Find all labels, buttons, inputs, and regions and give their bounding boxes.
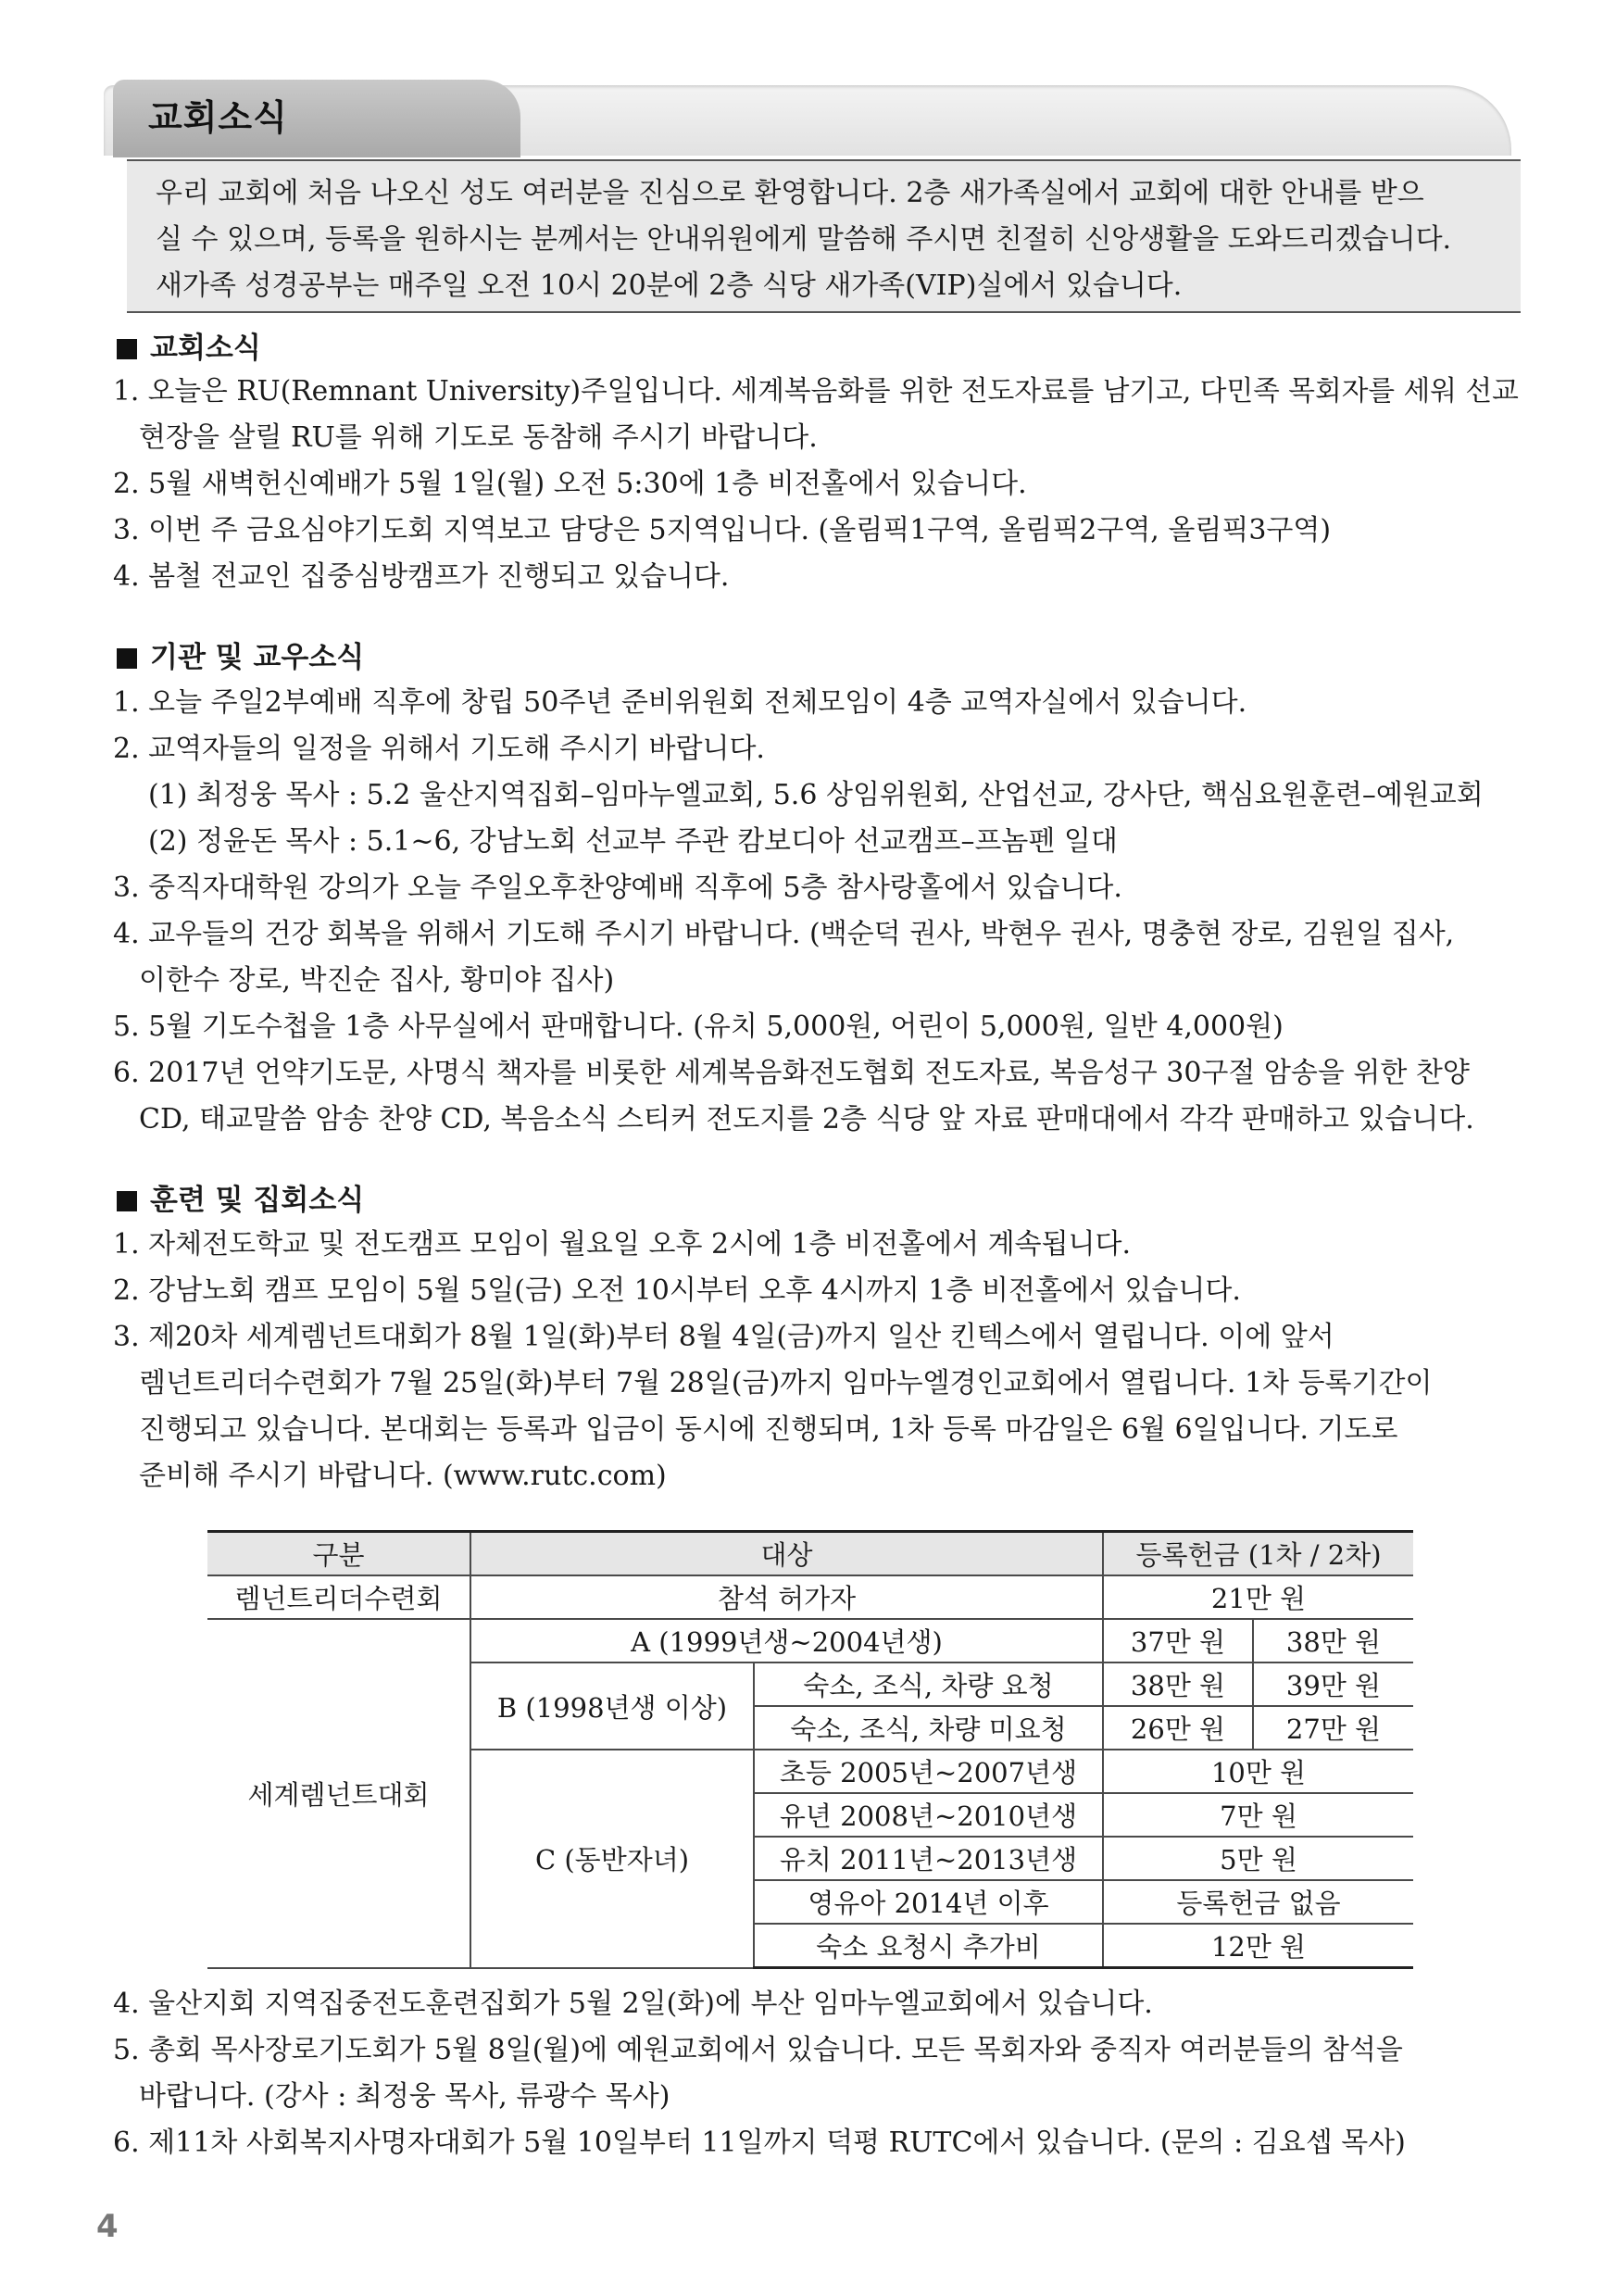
- list-item: 렘넌트리더수련회가 7월 25일(화)부터 7월 28일(금)까지 임마누엘경인교회에서 열립니다. 1차 등록기간이: [139, 1367, 1433, 1399]
- table-cell: 등록헌금 없음: [1103, 1880, 1413, 1924]
- intro-line: 새가족 성경공부는 매주일 오전 10시 20분에 2층 식당 새가족(VIP)실에서 있습니다.: [156, 270, 1183, 302]
- list-item: 6. 제11차 사회복지사명자대회가 5월 10일부터 11일까지 덕평 RUTC에서 있습니다. (문의 : 김요셉 목사): [113, 2127, 1406, 2159]
- list-item: 5. 5월 기도수첩을 1층 사무실에서 판매합니다. (유치 5,000원, 어린이 5,000원, 일반 4,000원): [113, 1010, 1284, 1043]
- list-item: 4. 교우들의 건강 회복을 위해서 기도해 주시기 바랍니다. (백순덕 권사, 박현우 권사, 명충현 장로, 김원일 집사,: [113, 918, 1455, 950]
- section-heading-church: 교회소식: [117, 324, 261, 366]
- table-cell: 21만 원: [1103, 1575, 1413, 1619]
- table-cell: 38만 원: [1103, 1662, 1253, 1706]
- table-cell: 숙소, 조식, 차량 요청: [754, 1662, 1103, 1706]
- table-cell: 27만 원: [1253, 1706, 1413, 1750]
- list-item: 2. 5월 새벽헌신예배가 5월 1일(월) 오전 5:30에 1층 비전홀에서 있습니다.: [113, 468, 1027, 500]
- table-cell: 10만 원: [1103, 1750, 1413, 1793]
- square-bullet-icon: [117, 1191, 137, 1211]
- section-heading-org: 기관 및 교우소식: [117, 634, 364, 675]
- table-header-cell: 구분: [207, 1532, 470, 1576]
- list-item: 바랍니다. (강사 : 최정웅 목사, 류광수 목사): [139, 2080, 670, 2113]
- list-item: (2) 정윤돈 목사 : 5.1~6, 강남노회 선교부 주관 캄보디아 선교캠프–프놈펜 일대: [148, 825, 1118, 858]
- list-item: 4. 울산지회 지역집중전도훈련집회가 5월 2일(화)에 부산 임마누엘교회에서 있습니다.: [113, 1988, 1153, 2020]
- table-cell: 숙소, 조식, 차량 미요청: [754, 1706, 1103, 1750]
- intro-line: 우리 교회에 처음 나오신 성도 여러분을 진심으로 환영합니다. 2층 새가족실에서 교회에 대한 안내를 받으: [156, 177, 1424, 209]
- table-cell: 39만 원: [1253, 1662, 1413, 1706]
- list-item: 5. 총회 목사장로기도회가 5월 8일(월)에 예원교회에서 있습니다. 모든 목회자와 중직자 여러분들의 참석을: [113, 2034, 1403, 2066]
- table-cell: 유년 2008년~2010년생: [754, 1793, 1103, 1837]
- list-item: 3. 중직자대학원 강의가 오늘 주일오후찬양예배 직후에 5층 참사랑홀에서 있습니다.: [113, 872, 1122, 904]
- list-item: 1. 오늘은 RU(Remnant University)주일입니다. 세계복음화를 위한 전도자료를 남기고, 다민족 목회자를 세워 선교: [113, 375, 1519, 408]
- table-header-cell: 대상: [470, 1532, 1103, 1576]
- list-item: 이한수 장로, 박진순 집사, 황미야 집사): [139, 964, 615, 997]
- table-cell: 숙소 요청시 추가비: [754, 1924, 1103, 1968]
- table-header-cell: 등록헌금 (1차 / 2차): [1103, 1532, 1413, 1576]
- table-cell: 영유아 2014년 이후: [754, 1880, 1103, 1924]
- list-item: (1) 최정웅 목사 : 5.2 울산지역집회–임마누엘교회, 5.6 상임위원회, 산업선교, 강사단, 핵심요원훈련–예원교회: [148, 779, 1484, 811]
- table-row: [207, 1619, 1413, 1662]
- table-cell: A (1999년생~2004년생): [470, 1619, 1103, 1662]
- list-item: 4. 봄철 전교인 집중심방캠프가 진행되고 있습니다.: [113, 560, 730, 593]
- table-cell: B (1998년생 이상): [470, 1662, 754, 1750]
- table-cell: 12만 원: [1103, 1924, 1413, 1968]
- table-cell: 참석 허가자: [470, 1575, 1103, 1619]
- table-row: [207, 1575, 1413, 1619]
- list-item: 3. 이번 주 금요심야기도회 지역보고 담당은 5지역입니다. (올림픽1구역, 올림픽2구역, 올림픽3구역): [113, 514, 1332, 546]
- list-item: CD, 태교말씀 암송 찬양 CD, 복음소식 스티커 전도지를 2층 식당 앞 자료 판매대에서 각각 판매하고 있습니다.: [139, 1103, 1474, 1135]
- list-item: 1. 오늘 주일2부예배 직후에 창립 50주년 준비위원회 전체모임이 4층 교역자실에서 있습니다.: [113, 686, 1247, 719]
- page-number: 4: [96, 2208, 119, 2245]
- page-title: 교회소식: [148, 97, 288, 138]
- table-cell: 26만 원: [1103, 1706, 1253, 1750]
- table-cell: 37만 원: [1103, 1619, 1253, 1662]
- list-item: 1. 자체전도학교 및 전도캠프 모임이 월요일 오후 2시에 1층 비전홀에서 계속됩니다.: [113, 1228, 1132, 1261]
- square-bullet-icon: [117, 339, 137, 359]
- list-item: 진행되고 있습니다. 본대회는 등록과 입금이 동시에 진행되며, 1차 등록 마감일은 6월 6일입니다. 기도로: [139, 1413, 1398, 1446]
- list-item: 2. 교역자들의 일정을 위해서 기도해 주시기 바랍니다.: [113, 733, 765, 765]
- intro-line: 실 수 있으며, 등록을 원하시는 분께서는 안내위원에게 말씀해 주시면 친절히 신앙생활을 도와드리겠습니다.: [156, 223, 1452, 256]
- square-bullet-icon: [117, 648, 137, 669]
- list-item: 3. 제20차 세계렘넌트대회가 8월 1일(화)부터 8월 4일(금)까지 일산 킨텍스에서 열립니다. 이에 앞서: [113, 1321, 1334, 1353]
- table-header-row: [207, 1532, 1413, 1576]
- table-cell: 5만 원: [1103, 1837, 1413, 1880]
- list-item: 현장을 살릴 RU를 위해 기도로 동참해 주시기 바랍니다.: [139, 421, 818, 454]
- table-cell: 유치 2011년~2013년생: [754, 1837, 1103, 1880]
- table-cell: 7만 원: [1103, 1793, 1413, 1837]
- section-heading-training: 훈련 및 집회소식: [117, 1176, 364, 1218]
- table-cell: 초등 2005년~2007년생: [754, 1750, 1103, 1793]
- registration-fee-table: [207, 1530, 1413, 1969]
- table-cell: 세계렘넌트대회: [207, 1619, 470, 1968]
- list-item: 2. 강남노회 캠프 모임이 5월 5일(금) 오전 10시부터 오후 4시까지 1층 비전홀에서 있습니다.: [113, 1274, 1241, 1307]
- table-cell: C (동반자녀): [470, 1750, 754, 1968]
- table-cell: 38만 원: [1253, 1619, 1413, 1662]
- list-item: 준비해 주시기 바랍니다. (www.rutc.com): [139, 1460, 667, 1492]
- list-item: 6. 2017년 언약기도문, 사명식 책자를 비롯한 세계복음화전도협회 전도자료, 복음성구 30구절 암송을 위한 찬양: [113, 1057, 1470, 1089]
- table-cell: 렘넌트리더수련회: [207, 1575, 470, 1619]
